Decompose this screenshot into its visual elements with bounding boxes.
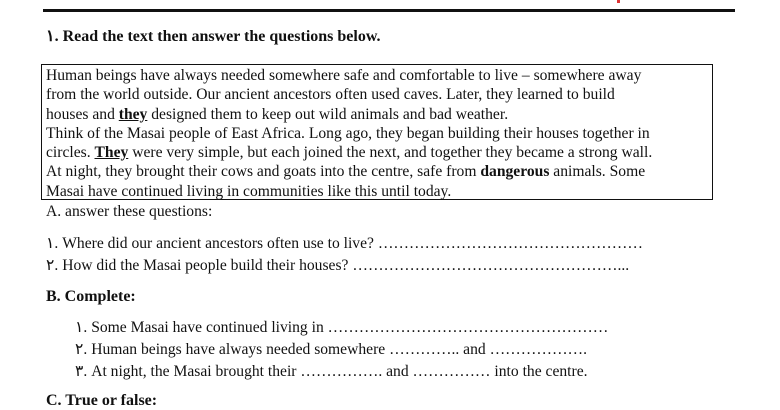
passage-line: Masai have continued living in communities like this until today. [46, 182, 452, 200]
exercise-heading: ١. Read the text then answer the questions below. [46, 28, 381, 45]
passage-line: circles. They were very simple, but each joined the next, and together they became a strong wall. [46, 144, 653, 162]
reading-passage-box [41, 64, 713, 200]
section-a-question-1: ١. Where did our ancient ancestors often use to live? …………………………………………… [46, 235, 643, 252]
section-b-question-2: ٢. Human beings have always needed somewhere ………….. and ………………. [75, 341, 588, 358]
passage-line: At night, they brought their cows and goats into the centre, safe from dangerous animals. Some [46, 163, 646, 181]
passage-line: from the world outside. Our ancient ancestors often used caves. Later, they learned to build [46, 86, 615, 104]
section-c-title: C. True or false: [46, 392, 158, 409]
underlined-word: they [118, 105, 148, 123]
section-b-question-1: ١. Some Masai have continued living in ……………………………………………… [75, 319, 609, 336]
section-a-question-2: ٢. How did the Masai people build their houses? ……………………………………………... [46, 257, 630, 274]
passage-line: houses and they designed them to keep out wild animals and bad weather. [46, 105, 509, 123]
section-b-question-3: ٣. At night, the Masai brought their ……………. and …………… into the centre. [75, 363, 588, 380]
section-a-title: A. answer these questions: [46, 203, 213, 220]
underlined-word: They [94, 144, 129, 162]
section-b-title: B. Complete: [46, 288, 136, 305]
red-mark [617, 0, 620, 3]
top-rule [43, 9, 735, 12]
passage-line: Human beings have always needed somewhere safe and comfortable to live – somewhere away [46, 67, 642, 84]
passage-line: Think of the Masai people of East Africa. Long ago, they began building their houses together in [46, 124, 650, 142]
bold-word: dangerous [480, 163, 550, 181]
